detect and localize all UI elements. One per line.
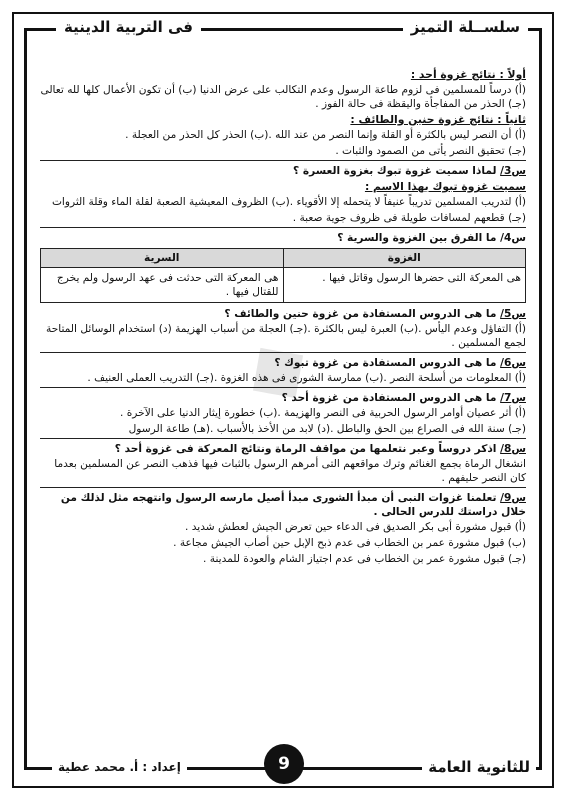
answer-text: (أ) أثر عصيان أوامر الرسول الحربية فى النصر والهزيمة .(ب) خطورة إيثار الدنيا على الآخرة . [120,407,526,419]
question-number: س7/ [500,392,526,404]
answer-text: (جـ) قطعهم لمسافات طويلة فى ظروف جوية صعبة . [292,212,526,224]
divider [40,487,526,488]
comparison-table [40,248,526,303]
answer-heading: سميت غزوة تبوك بهذا الاسم : [364,180,526,193]
question-text: ما هى الدروس المستفادة من غزوة حنين والطائف ؟ [224,308,501,320]
answer-text: (جـ) سنة الله فى الصراع بين الحق والباطل .(د) لابد من الأخذ بالأسباب .(هـ) طاعة الرسول [128,423,526,435]
footer-grade: للثانوية العامة [422,752,536,782]
answer-text: (أ) قبول مشورة أبى بكر الصديق فى الدعاء حين تعرض الجيش لعطش شديد . [185,521,526,533]
question-heading [40,391,526,405]
answer-text: (أ) المعلومات من أسلحة النصر .(ب) ممارسة الشورى فى هذه الغزوة .(جـ) التدريب العملى العنيف . [87,372,526,384]
question-number: س6/ [500,357,526,369]
question-number: س3/ [500,165,526,177]
answer-text: (أ) لتدريب المسلمين تدريباً عنيفاً لا يتحمله إلا الأقوياء .(ب) الظروف المعيشية الصعبة لقلة الماء وقلة الثروات [51,196,526,208]
table-cell: هى المعركة التى حضرها الرسول وقاتل فيها . [283,268,526,303]
table-row [41,268,526,303]
page-number: 9 [264,744,304,784]
divider [40,227,526,228]
section-text: (أ) درساً للمسلمين فى لزوم طاعة الرسول وعدم التكالب على عرض الدنيا (ب) أن تكون الأعمال كلها لله تعالى (جـ) الحذر من المفاجأة واليقظة فى حالة الفوز . [40,84,526,110]
question-heading [40,442,526,456]
divider [40,387,526,388]
question-text: ما هى الدروس المستفادة من غزوة تبوك ؟ [274,357,501,369]
question-heading [40,164,526,178]
section-text: (جـ) تحقيق النصر يأتى من الصمود والثبات . [335,145,526,157]
question-text: لماذا سميت غزوة تبوك بغزوة العسرة ؟ [293,165,501,177]
divider [40,160,526,161]
series-title: سلســلة التميز [403,14,528,40]
svg-text:◆: ◆ [222,311,327,424]
question-text: تعلمنا غزوات النبى أن مبدأ الشورى مبدأ أصيل مارسه الرسول وانتهجه مثل لذلك من خلال دراستك للدرس الحالى . [60,492,526,518]
footer-author: إعداد : أ. محمد عطية [52,752,187,782]
table-cell: هى المعركة التى حدثت فى عهد الرسول ولم يخرج للقتال فيها . [41,268,284,303]
page-content [40,66,526,568]
question-heading [40,356,526,370]
answer-text: (ب) قبول مشورة عمر بن الخطاب فى عدم ذبح الإبل حين أصاب الجيش مجاعة . [173,537,526,549]
question-text: اذكر دروساً وعبر نتعلمها من مواقف الرماة ونتائج المعركة فى غزوة أحد ؟ [114,443,501,455]
question-number: س8/ [500,443,526,455]
subject-title: فى التربية الدينية [56,14,201,40]
question-heading [40,231,526,245]
question-number: س9/ [500,492,526,504]
divider [40,438,526,439]
answer-text: (جـ) قبول مشورة عمر بن الخطاب فى عدم اجتياز الشام والعودة للمدينة . [203,553,526,565]
question-number: س4/ [500,232,526,244]
answer-text: (أ) التفاؤل وعدم اليأس .(ب) العبرة ليس بالكثرة .(جـ) العجلة من أسباب الهزيمة (د) استخدام الوسائل المتاحة لجمع المسلمين . [46,323,526,349]
question-heading [40,491,526,519]
question-heading [40,307,526,321]
question-number: س5/ [500,308,526,320]
table-header: السرية [41,249,284,268]
question-text: ما هى الدروس المستفادة من غزوة أحد ؟ [281,392,501,404]
section-heading: أولاً : نتائج غزوة أحد : [410,68,526,81]
question-text: ما الفرق بين الغزوة والسرية ؟ [337,232,501,244]
answer-text: انشغال الرماة بجمع الغنائم وترك مواقعهم التى أمرهم الرسول بالثبات فيها فذهب النصر عن المسلمين بعدما كان النصر حليفهم . [54,458,526,484]
divider [40,352,526,353]
section-text: (أ) أن النصر ليس بالكثرة أو القلة وإنما النصر من عند الله .(ب) الحذر كل الحذر من العجلة . [125,129,526,141]
table-header: الغزوة [283,249,526,268]
section-heading: ثانياً : نتائج غزوة حنين والطائف : [350,113,526,126]
